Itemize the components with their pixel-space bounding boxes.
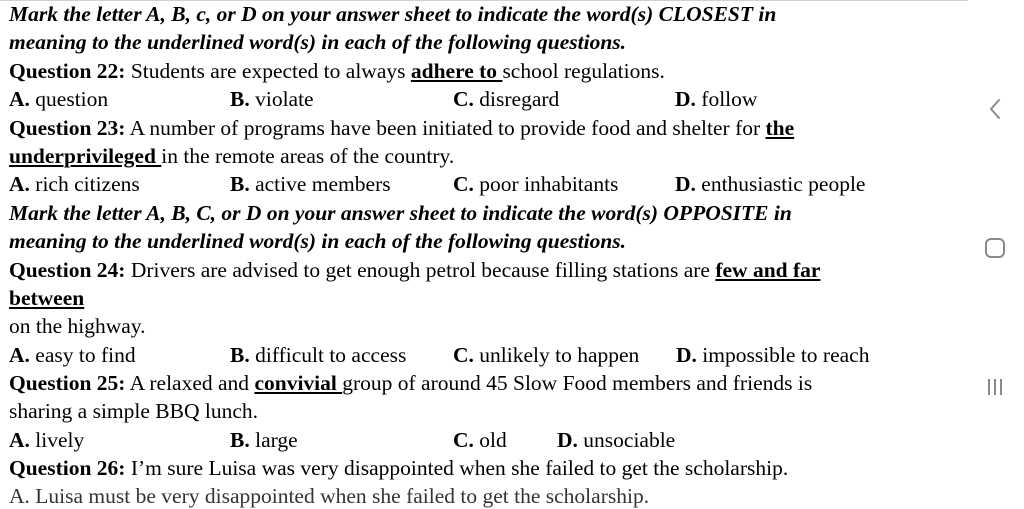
option-b: B. difficult to access — [230, 342, 407, 367]
question-label: Question 26: — [9, 456, 126, 481]
option-b: B. active members — [230, 172, 391, 197]
instruction-opposite-line2: meaning to the underlined word(s) in each of the following questions. — [9, 229, 627, 254]
question-text: group of around 45 Slow Food members and friends is — [342, 371, 813, 396]
question-24 — [9, 256, 959, 284]
question-text: sharing a simple BBQ lunch. — [9, 399, 259, 424]
back-button[interactable] — [982, 96, 1008, 122]
recents-button[interactable] — [982, 374, 1008, 400]
question-label: Question 25: — [9, 371, 126, 396]
options-23 — [9, 170, 959, 198]
options-24 — [9, 341, 959, 369]
home-button[interactable] — [982, 235, 1008, 261]
options-22 — [9, 85, 959, 113]
question-24-cont2 — [9, 312, 959, 340]
rounded-square-icon — [984, 237, 1006, 259]
question-text: A number of programs have been initiated to provide food and shelter for — [125, 115, 766, 140]
options-25 — [9, 426, 959, 454]
navigation-bar — [968, 0, 1024, 498]
underlined-phrase: underprivileged — [9, 143, 162, 168]
question-25-cont — [9, 397, 959, 425]
option-a: A. question — [9, 87, 109, 112]
option-d: D. unsociable — [557, 427, 676, 452]
question-text: in the remote areas of the country. — [161, 143, 455, 168]
option-c: C. poor inhabitants — [453, 172, 619, 197]
option-a: A. lively — [9, 427, 85, 452]
option-b: B. large — [230, 427, 298, 452]
option-c: C. unlikely to happen — [453, 342, 640, 367]
question-text: school regulations. — [502, 58, 665, 83]
question-text: on the highway. — [9, 314, 146, 339]
underlined-phrase: between — [9, 285, 85, 310]
option-a: A. rich citizens — [9, 172, 140, 197]
question-text: A relaxed and — [125, 371, 255, 396]
chevron-left-icon — [987, 97, 1003, 121]
question-text: Drivers are advised to get enough petrol because filling stations are — [125, 257, 716, 282]
option-c: C. old — [453, 427, 507, 452]
instruction-closest-line1: Mark the letter A, B, c, or D on your answer sheet to indicate the word(s) CLOSEST in — [9, 2, 777, 26]
option-d: D. follow — [675, 87, 758, 112]
underlined-phrase: few and far — [715, 257, 821, 282]
option-c: C. disregard — [453, 87, 560, 112]
question-25 — [9, 369, 959, 397]
question-label: Question 22: — [9, 58, 126, 83]
option-d: D. enthusiastic people — [675, 172, 866, 197]
instruction-opposite-line1: Mark the letter A, B, C, or D on your answer sheet to indicate the word(s) OPPOSITE in — [9, 200, 792, 225]
question-label: Question 24: — [9, 257, 126, 282]
underlined-phrase: adhere to — [410, 58, 503, 83]
question-23 — [9, 114, 959, 142]
question-22 — [9, 57, 959, 85]
underlined-phrase: the — [765, 115, 795, 140]
three-bars-icon — [985, 376, 1005, 398]
instruction-closest-line2: meaning to the underlined word(s) in each of the following questions. — [9, 30, 627, 55]
question-24-cont — [9, 284, 959, 312]
cut-off-option-line: A. Luisa must be very disappointed when she failed to get the scholarship. — [9, 484, 650, 508]
document-body — [9, 0, 959, 483]
option-b: B. violate — [230, 87, 314, 112]
question-text: Students are expected to always — [125, 58, 411, 83]
question-26 — [9, 454, 959, 482]
question-23-cont — [9, 142, 959, 170]
question-text: I’m sure Luisa was very disappointed when she failed to get the scholarship. — [125, 456, 789, 481]
option-d: D. impossible to reach — [676, 342, 870, 367]
option-a: A. easy to find — [9, 342, 136, 367]
underlined-phrase: convivial — [254, 371, 343, 396]
question-label: Question 23: — [9, 115, 126, 140]
